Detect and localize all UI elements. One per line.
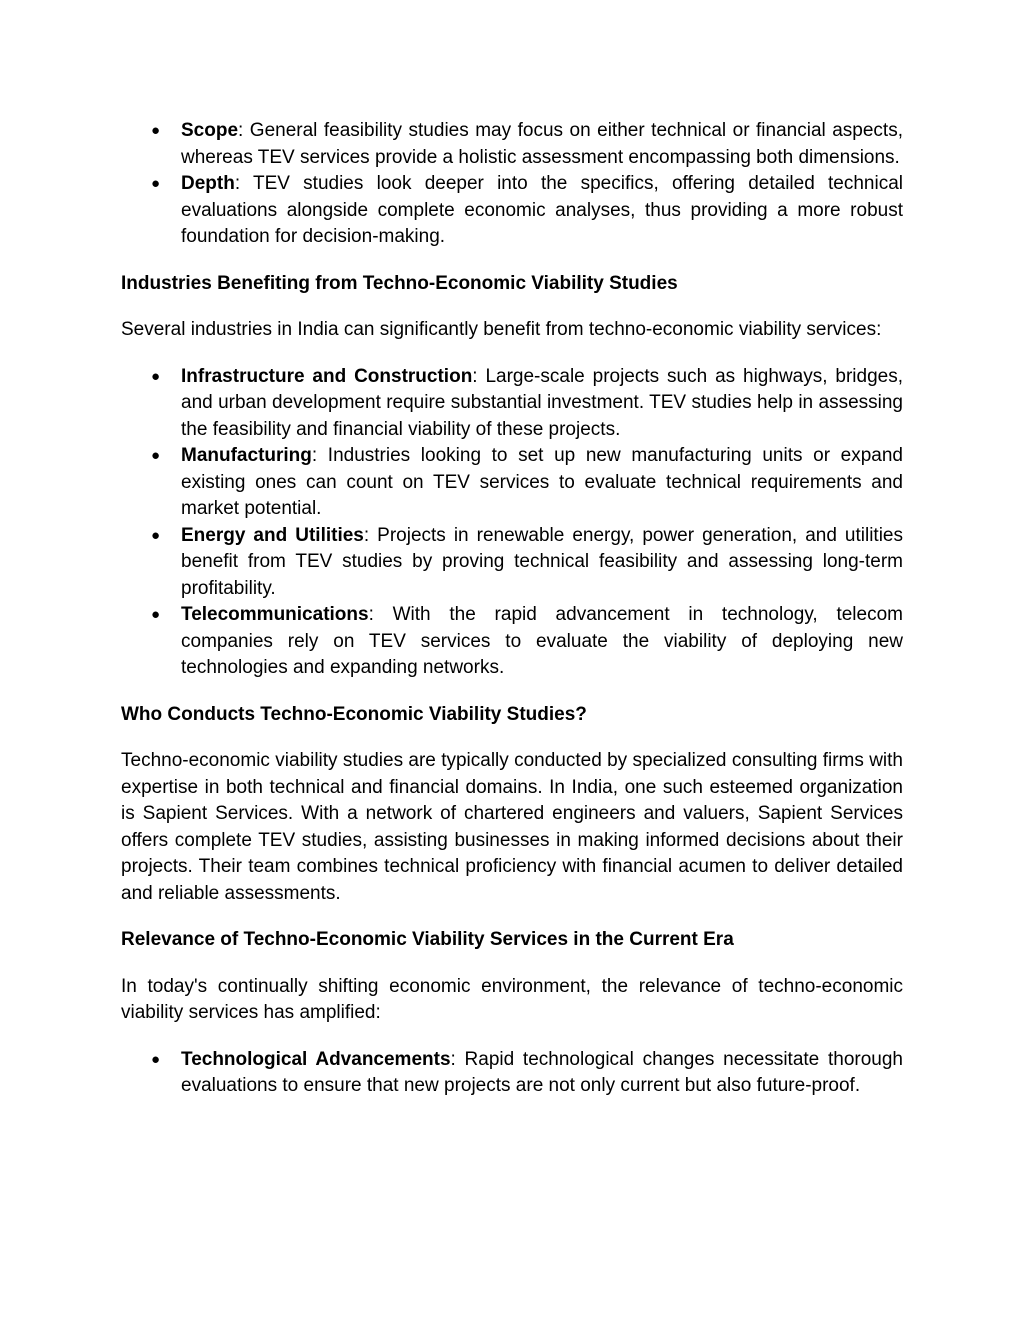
industries-intro: Several industries in India can significantly benefit from techno-economic viability services: xyxy=(121,319,882,340)
list-item-text: : Large-scale projects such as highways, bridges, and urban development require substantial investment. TEV studies help in assessing the feasibility and financial viability of these projects. xyxy=(181,365,903,440)
relevance-list xyxy=(121,1047,903,1100)
list-item-term: Energy and Utilities xyxy=(181,524,364,546)
industries-list xyxy=(121,364,903,682)
bullet-icon: ● xyxy=(151,1050,161,1068)
list-item-term: Manufacturing xyxy=(181,445,312,466)
list-item-text: : General feasibility studies may focus on either technical or financial aspects, whereas TEV services provide a holistic assessment encompassing both dimensions. xyxy=(181,120,903,168)
comparison-list xyxy=(121,118,903,251)
bullet-icon: ● xyxy=(151,447,161,464)
list-item-term: Telecommunications xyxy=(181,604,369,625)
list-item xyxy=(121,364,903,444)
list-item-text: : With the rapid advancement in technology, telecom companies rely on TEV services to evaluate the viability of deploying new technologies and expanding networks. xyxy=(181,604,903,678)
list-item xyxy=(121,443,903,523)
list-item-term: Infrastructure and Construction xyxy=(181,365,473,387)
relevance-intro: In today's continually shifting economic environment, the relevance of techno-economic viability services has amplified: xyxy=(121,975,903,1023)
list-item-term: Depth xyxy=(181,173,235,194)
bullet-icon: ● xyxy=(151,175,161,192)
document-page xyxy=(121,118,903,1100)
relevance-heading: Relevance of Techno-Economic Viability Services in the Current Era xyxy=(121,929,734,950)
list-item xyxy=(121,602,903,682)
list-item-term: Scope xyxy=(181,120,239,141)
bullet-icon: ● xyxy=(151,122,161,139)
list-item xyxy=(121,1047,903,1100)
bullet-icon: ● xyxy=(151,606,161,623)
list-item xyxy=(121,118,903,171)
list-item xyxy=(121,171,903,251)
who-paragraph: Techno-economic viability studies are typically conducted by specialized consulting firms with expertise in both technical and financial domains. In India, one such esteemed organization is Sapient Services. With a network of chartered engineers and valuers, Sapient Services offers complete TEV studies, assisting businesses in making informed decisions about their projects. Their team combines technical proficiency with financial acumen to deliver detailed and reliable assessments. xyxy=(121,750,903,904)
list-item-text: : Projects in renewable energy, power generation, and utilities benefit from TEV studies by proving technical feasibility and assessing long-term profitability. xyxy=(181,524,904,599)
list-item-text: : TEV studies look deeper into the specifics, offering detailed technical evaluations alongside complete economic analyses, thus providing a more robust foundation for decision-making. xyxy=(181,173,903,247)
bullet-icon: ● xyxy=(151,367,161,385)
list-item-text: : Industries looking to set up new manufacturing units or expand existing ones can count on TEV services to evaluate technical requirements and market potential. xyxy=(181,445,903,519)
industries-heading: Industries Benefiting from Techno-Economic Viability Studies xyxy=(121,272,678,294)
bullet-icon: ● xyxy=(151,526,161,544)
list-item-term: Technological Advancements xyxy=(181,1048,451,1070)
list-item xyxy=(121,523,903,603)
who-heading: Who Conducts Techno-Economic Viability Studies? xyxy=(121,703,587,725)
list-item-text: : Rapid technological changes necessitate thorough evaluations to ensure that new projects are not only current but also future-proof. xyxy=(181,1048,903,1096)
